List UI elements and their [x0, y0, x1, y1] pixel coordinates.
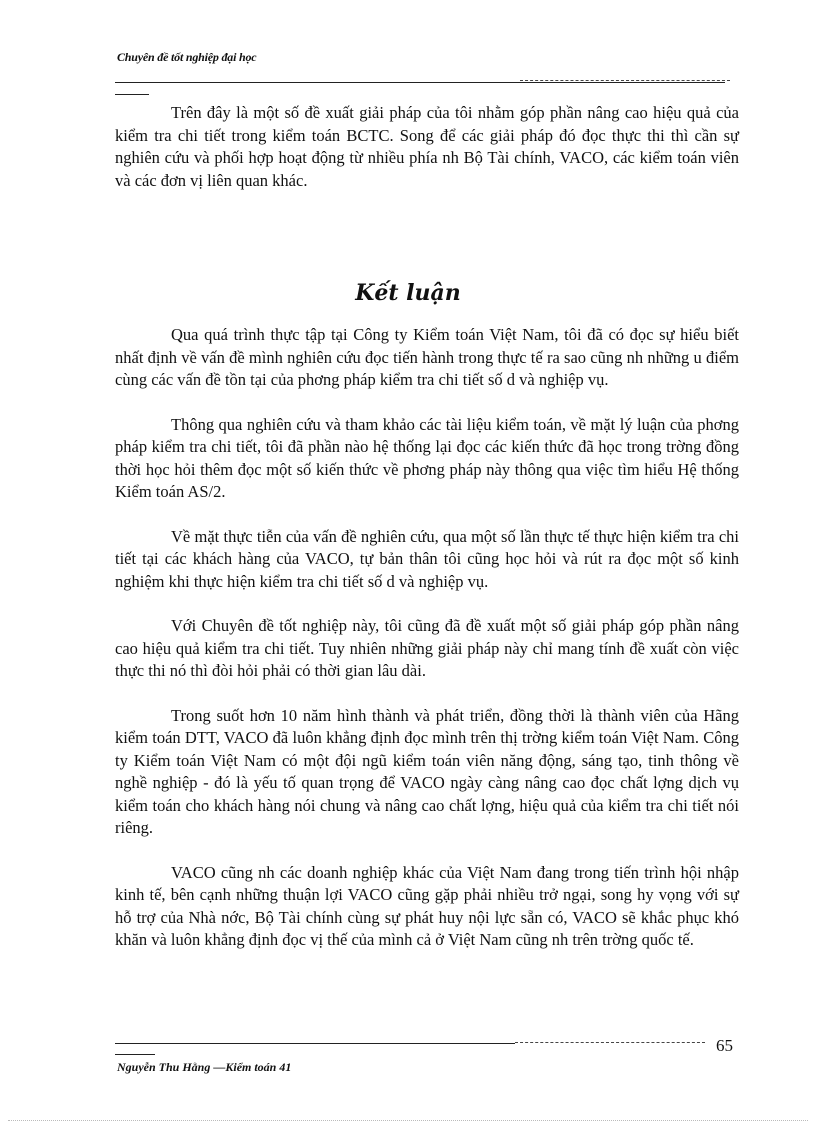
- header-dashed-rule: [520, 80, 730, 81]
- conclusion-paragraph-2: Thông qua nghiên cứu và tham khảo các tài liệu kiểm toán, về mặt lý luận của phơng pháp kiểm tra chi tiết, tôi đã phần nào hệ thống lại đọc các kiến thức đã học trong trờng đồng thời học hỏi thêm đọc một số kiến thức về phơng pháp này thông qua việc tìm hiểu Hệ thống Kiểm toán AS/2.: [115, 414, 739, 501]
- footer-dashed-rule: [515, 1042, 705, 1043]
- conclusion-paragraph-3: Về mặt thực tiễn của vấn đề nghiên cứu, qua một số lần thực tế thực hiện kiểm tra chi tiết tại các khách hàng của VACO, tự bản thân tôi cũng học hỏi và rút ra đọc một số kinh nghiệm khi thực hiện kiểm tra chi tiết số d và nghiệp vụ.: [115, 526, 739, 591]
- footer-rule-tail: [115, 1054, 155, 1055]
- conclusion-paragraph-1: Qua quá trình thực tập tại Công ty Kiểm toán Việt Nam, tôi đã có đọc sự hiểu biết nhất định về vấn đề mình nghiên cứu đọc tiến hành trong thực tế ra sao cũng nh những u điểm cùng các vấn đề tồn tại của phơng pháp kiểm tra chi tiết số d và nghiệp vụ.: [115, 325, 739, 389]
- conclusion-heading: Kết luận: [355, 280, 461, 306]
- conclusion-paragraph-5: Trong suốt hơn 10 năm hình thành và phát triển, đồng thời là thành viên của Hãng kiểm toán DTT, VACO đã luôn khẳng định đọc mình trên thị trờng kiểm toán Việt Nam. Công ty Kiểm toán Việt Nam có một đội ngũ kiểm toán viên năng động, sáng tạo, tinh thông về nghề nghiệp - đó là yếu tố quan trọng để VACO ngày càng nâng cao đọc chất lợng dịch vụ kiểm toán cho khách hàng nói chung và nâng cao chất lợng, hiệu quả của kiểm tra chi tiết nói riêng.: [115, 705, 739, 837]
- intro-paragraph: Trên đây là một số đề xuất giải pháp của tôi nhằm góp phần nâng cao hiệu quả của kiểm tra chi tiết trong kiểm toán BCTC. Song để các giải pháp đó đọc thực thi thì cần sự nghiên cứu và phối hợp hoạt động từ nhiều phía nh Bộ Tài chính, VACO, các kiểm toán viên và các đơn vị liên quan khác.: [115, 103, 739, 190]
- header-title: Chuyên đề tốt nghiệp đại học: [117, 50, 257, 64]
- conclusion-paragraph-4: Với Chuyên đề tốt nghiệp này, tôi cũng đã đề xuất một số giải pháp góp phần nâng cao hiệu quả kiểm tra chi tiết. Tuy nhiên những giải pháp này chỉ mang tính đề xuất còn việc thực thi nó thì đòi hỏi phải có thời gian lâu dài.: [115, 616, 739, 680]
- footer-author: Nguyễn Thu Hằng —Kiểm toán 41: [117, 1060, 292, 1074]
- header-rule-tail: [115, 94, 149, 95]
- footer-rule: [115, 1043, 515, 1044]
- conclusion-section: [115, 324, 739, 974]
- conclusion-paragraph-6: VACO cũng nh các doanh nghiệp khác của Việt Nam đang trong tiến trình hội nhập kinh tế, bên cạnh những thuận lợi VACO cũng gặp phải nhiều trở ngại, song hy vọng với sự hỗ trợ của Nhà nớc, Bộ Tài chính cùng sự phát huy nội lực sẵn có, VACO sẽ khắc phục khó khăn và luôn khẳng định đọc vị thế của mình cả ở Việt Nam cũng nh trên trờng quốc tế.: [115, 862, 739, 949]
- page-number: 65: [716, 1036, 733, 1055]
- intro-section: [115, 102, 739, 192]
- header-rule: [115, 82, 725, 83]
- scan-edge-line: [8, 1120, 808, 1121]
